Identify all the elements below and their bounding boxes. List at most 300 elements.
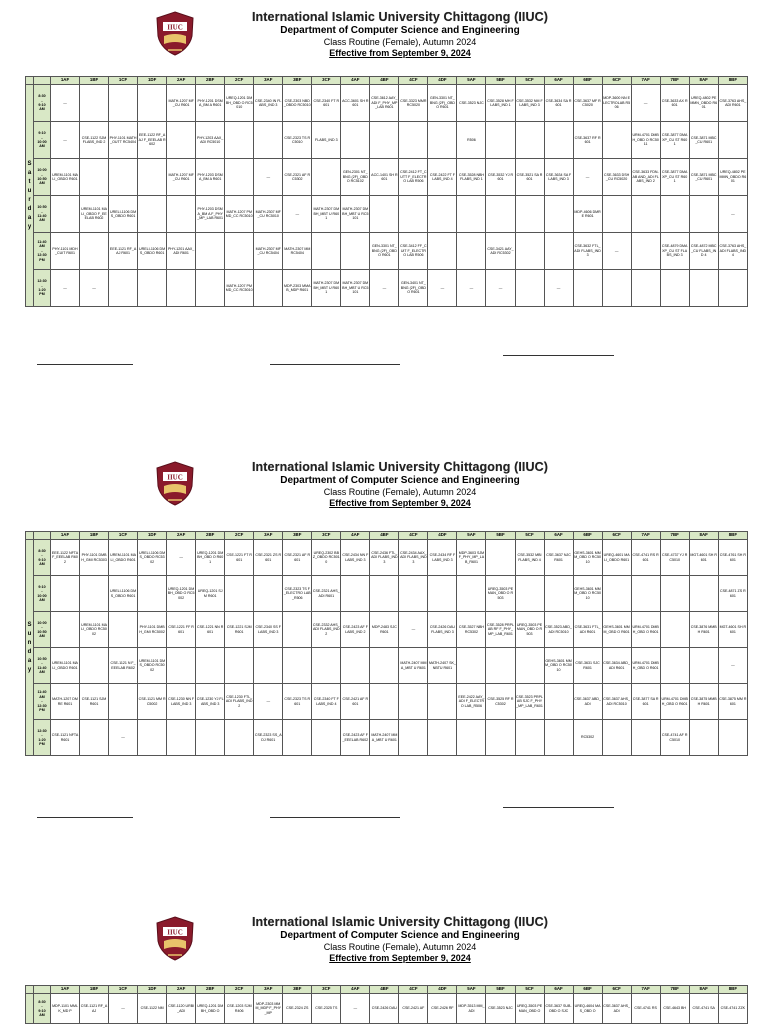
routine-cell: PHY-1101 MATH_OUTT RC5404 <box>109 122 138 159</box>
routine-title: Class Routine (Female), Autumn 2024 <box>323 942 477 952</box>
section-header: 4CF <box>399 532 428 540</box>
routine-cell: CSE-1121 N F_EEELAB R602 <box>109 648 138 684</box>
routine-cell <box>51 612 80 648</box>
routine-cell <box>486 196 515 233</box>
routine-cell: CSE-2426 DAU FLABS_IND 3 <box>428 612 457 648</box>
section-header: 8BF <box>718 986 747 994</box>
table-row <box>26 270 748 307</box>
routine-cell: URELI-1106 DMS_OBDO R601 <box>109 576 138 612</box>
routine-cell: CSE-3877 SA R601 <box>631 684 660 720</box>
section-header: 3AF <box>254 532 283 540</box>
routine-cell: CSE-2434 RF FLABS_IND 3 <box>428 540 457 576</box>
routine-cell <box>602 576 631 612</box>
section-header: 3CF <box>312 532 341 540</box>
table-row <box>26 684 748 720</box>
routine-cell: CSE-4737 YJ RC5010 <box>660 540 689 576</box>
routine-cell: PHY-1203 DSMA_BM A F_PHY_MP_LAB R601 <box>196 196 225 233</box>
routine-cell: UREQ-3503 PEMAN_OBD O R503 <box>515 612 544 648</box>
section-header: 2BF <box>196 986 225 994</box>
routine-cell: CSE-2325 TS <box>312 994 341 1024</box>
routine-cell: MATH-2307 DMBH_MBT U RC5101 <box>341 270 370 307</box>
routine-cell <box>428 196 457 233</box>
routine-cell <box>109 684 138 720</box>
routine-cell <box>80 720 109 756</box>
routine-cell: CSE-2421 AF <box>399 994 428 1024</box>
routine-cell <box>167 196 196 233</box>
page-header <box>0 0 768 70</box>
routine-cell: CSE-3528 NBH FLABS_IND 1 <box>457 159 486 196</box>
routine-cell: MATH-1207 MF_CU R601 <box>167 85 196 122</box>
routine-cell: CSE-3525 RF RC5302 <box>486 684 515 720</box>
routine-cell <box>312 720 341 756</box>
routine-cell: CSE-3634 SA FLABS_IND 3 <box>544 159 573 196</box>
routine-cell: CSE-1203 SJM R406 <box>225 994 254 1024</box>
routine-cell <box>515 270 544 307</box>
routine-cell <box>602 720 631 756</box>
routine-cell <box>138 576 167 612</box>
routine-cell <box>689 648 718 684</box>
routine-cell: UREQ-1201 DMBH_OBD O R601 <box>196 540 225 576</box>
routine-cell: CSE-3612 AAY_ADI F_PHY_MP_LAB R601 <box>370 85 399 122</box>
routine-cell <box>399 576 428 612</box>
routine-cell: UREM-1101 DMS_OBDO RC5002 <box>138 648 167 684</box>
routine-cell <box>486 720 515 756</box>
signature-line <box>270 817 400 818</box>
section-header: 2CF <box>225 77 254 85</box>
routine-cell: CSE-2426 DAU <box>370 994 399 1024</box>
effective-date: Effective from September 9, 2024 <box>329 48 471 58</box>
routine-cell: CSE-2422 FT FLABS_IND 4 <box>428 159 457 196</box>
day-label <box>26 85 34 307</box>
section-header: 3BF <box>283 532 312 540</box>
section-header: 2BF <box>196 532 225 540</box>
routine-cell: MATH-2407 MMA_MBT U R601 <box>399 648 428 684</box>
section-header: 7AF <box>631 986 660 994</box>
routine-cell: UREM-1101 MALI_OBDO RC5002 <box>80 612 109 648</box>
routine-cell: URM-4701 DMBH_OBD O R601 <box>660 684 689 720</box>
routine-cell: CSE-1230 NN FLABS_IND 3 <box>167 684 196 720</box>
table-row <box>26 159 748 196</box>
routine-cell: CSE-2340 IN FLABS_IND 3 <box>254 85 283 122</box>
routine-cell: — <box>573 159 602 196</box>
section-header: 1AF <box>51 77 80 85</box>
routine-cell: — <box>428 270 457 307</box>
university-name: International Islamic University Chittagong (IIUC) <box>251 915 548 929</box>
routine-cell: CSE-2323 TS F_ELECTRO LAB_R506 <box>283 576 312 612</box>
routine-cell: UREQ-4601 MALI_OBDO R601 <box>602 540 631 576</box>
routine-cell <box>631 196 660 233</box>
routine-cell: CSE-2321 ZS R601 <box>254 540 283 576</box>
routine-cell: CSE-2426 RF <box>428 994 457 1024</box>
routine-title: Class Routine (Female), Autumn 2024 <box>323 487 477 497</box>
time-slot: 10:00 - 10:50 AM <box>34 159 51 196</box>
section-header: 8AF <box>689 532 718 540</box>
section-header: 6CF <box>602 77 631 85</box>
table-header-row <box>26 986 748 994</box>
section-header: 6AF <box>544 77 573 85</box>
routine-cell: — <box>718 648 747 684</box>
routine-cell <box>457 233 486 270</box>
routine-cell: CSE-1221 FT R601 <box>225 540 254 576</box>
routine-cell: CSE-2321 AF R601 <box>283 540 312 576</box>
routine-cell: CSE-3634 SA R601 <box>544 85 573 122</box>
routine-cell <box>718 122 747 159</box>
routine-cell <box>660 270 689 307</box>
routine-cell <box>660 612 689 648</box>
routine-cell: CSE-1221 NN R601 <box>196 612 225 648</box>
routine-cell: CSE-3532 YJ R601 <box>486 159 515 196</box>
routine-cell: CSE-4879 DMAXP_CU ST FLABS_IND 3 <box>660 233 689 270</box>
section-header: 4BF <box>370 986 399 994</box>
page-header <box>0 905 768 975</box>
routine-cell <box>602 122 631 159</box>
routine-cell <box>80 159 109 196</box>
routine-cell: CSE-2434 NN FLABS_IND 3 <box>341 540 370 576</box>
routine-cell: PHY-1201 AAX_ADI R601 <box>167 233 196 270</box>
corner-cell <box>26 77 34 85</box>
routine-cell <box>196 233 225 270</box>
section-header: 1BF <box>80 986 109 994</box>
signature-line <box>37 364 133 365</box>
routine-cell <box>370 122 399 159</box>
routine-cell: CSE-3633 AX R601 <box>660 85 689 122</box>
routine-cell: — <box>631 85 660 122</box>
routine-cell <box>51 196 80 233</box>
section-header: 1DF <box>138 532 167 540</box>
routine-cell: UREM-1101 MALI_OBDO R601 <box>51 159 80 196</box>
routine-cell: CSE-3637 AHS_ADI <box>602 994 631 1024</box>
routine-cell: UREQ-1201 DMBH_OBD O RC5002 <box>167 576 196 612</box>
day-letter: a <box>27 657 32 664</box>
routine-cell: CSE-1121 SJM R601 <box>80 684 109 720</box>
iiuc-logo-icon <box>154 460 196 506</box>
time-slot: 11:40 AM - 12:30 PM <box>34 684 51 720</box>
routine-cell <box>138 196 167 233</box>
time-slot: 11:40 AM - 12:30 PM <box>34 233 51 270</box>
day-letter: t <box>28 178 31 185</box>
routine-cell: CSE-2323 TS RC5010 <box>283 122 312 159</box>
routine-cell <box>167 720 196 756</box>
section-header: 2CF <box>225 986 254 994</box>
routine-cell: CSE-2412 FT_CUTT F_ELECTRO LAB R506 <box>399 159 428 196</box>
routine-cell: CSE-4761 SH R601 <box>718 540 747 576</box>
routine-cell: CSE-3528 PRPLAB RF F_PHY_MP_LAB_R601 <box>486 612 515 648</box>
routine-cell: MATH-2307 DMBH_MBT U RC5101 <box>341 196 370 233</box>
routine-cell: CSE-2303 NBD_OBDO RC5010 <box>283 85 312 122</box>
signature-line <box>503 807 614 808</box>
day-letter: y <box>27 223 32 230</box>
table-row <box>26 85 748 122</box>
routine-cell <box>486 540 515 576</box>
routine-cell: GEHS-3601 MMM_OBD O R601 <box>602 612 631 648</box>
routine-cell: CSE-3633 FDN-AB AND_ADI FLABS_IND 2 <box>631 159 660 196</box>
routine-cell: R506 <box>457 122 486 159</box>
routine-cell: UREQ-4604 MAS_OBD O <box>573 994 602 1024</box>
routine-cell <box>428 233 457 270</box>
section-header: 1CF <box>109 986 138 994</box>
routine-cell: CSE-3523 NJC <box>457 85 486 122</box>
routine-cell: CSE-1121 NFTA R601 <box>51 720 80 756</box>
section-header: 3BF <box>283 986 312 994</box>
routine-title: Class Routine (Female), Autumn 2024 <box>323 37 477 47</box>
routine-cell: CSE-2321 AF RC5302 <box>283 159 312 196</box>
routine-cell: GEN-3401 NT_BNG (2F)_OBDO R601 <box>399 270 428 307</box>
routine-cell <box>457 576 486 612</box>
routine-cell <box>196 270 225 307</box>
routine-cell: MDP-4606 DMRE R601 <box>573 196 602 233</box>
routine-cell <box>341 648 370 684</box>
routine-cell <box>312 159 341 196</box>
routine-cell <box>370 684 399 720</box>
section-header: 5AF <box>457 986 486 994</box>
svg-text:IIUC: IIUC <box>167 473 183 482</box>
corner-cell <box>26 532 34 540</box>
routine-cell: MDP-3600 NN ELECTROLAB R506 <box>602 85 631 122</box>
page-header <box>0 450 768 520</box>
routine-cell <box>80 85 109 122</box>
day-letter: S <box>27 160 32 167</box>
routine-cell: CSE-3523 PRPLAB SJC F_PHY_MP_LAB_R601 <box>515 684 544 720</box>
routine-cell <box>341 122 370 159</box>
routine-cell: UREM-1101 MALI_OBDO F_EEELAB R602 <box>80 196 109 233</box>
routine-cell: CSE-3521 SA R601 <box>515 159 544 196</box>
day-letter: S <box>27 621 32 628</box>
routine-cell: CSE-1122 NM <box>138 994 167 1024</box>
routine-cell: CSE-3412 FF_CUIT F_ELECTRO LAB R506 <box>399 233 428 270</box>
routine-cell <box>167 648 196 684</box>
table-header-row <box>26 532 748 540</box>
section-header: 3CF <box>312 986 341 994</box>
routine-cell: UREM-1101 MALI_OBDO R601 <box>109 540 138 576</box>
routine-cell: CSE-4741 ZZK <box>718 994 747 1024</box>
routine-cell: MATH-2407 MMA_MBT U R601 <box>370 720 399 756</box>
routine-cell: CSE-3527 NBH RC5302 <box>457 612 486 648</box>
routine-cell: UREQ-3503 PEMAN_OBD O R503 <box>486 576 515 612</box>
routine-cell: — <box>254 684 283 720</box>
routine-cell <box>225 122 254 159</box>
routine-cell: CSE-3631 FTL_ADI R601 <box>573 612 602 648</box>
section-header: 4BF <box>370 532 399 540</box>
routine-cell <box>370 196 399 233</box>
routine-cell: CSE-1230 YJ FLABS_IND 3 <box>196 684 225 720</box>
routine-cell <box>80 576 109 612</box>
routine-cell <box>515 576 544 612</box>
routine-cell <box>660 648 689 684</box>
table-row <box>26 233 748 270</box>
section-header: 5CF <box>515 532 544 540</box>
routine-cell <box>515 648 544 684</box>
iiuc-logo-icon <box>154 915 196 961</box>
routine-cell: EEE-1122 NFTA F_EEELAB R602 <box>51 540 80 576</box>
routine-cell: CSE-2340 FT FLABS_IND 4 <box>312 684 341 720</box>
routine-cell: CSE-4741 RS <box>631 994 660 1024</box>
routine-cell: EEE-2422 AAY_ADI F_ELECTRO LAB_R506 <box>457 684 486 720</box>
routine-cell: CSE-3631 SJC R601 <box>573 648 602 684</box>
routine-cell: GEHS-3601 MMM_OBD O RC5010 <box>573 540 602 576</box>
table-row <box>26 122 748 159</box>
routine-cell: CSE-4872 MBC_CU FLABS_IND 4 <box>689 233 718 270</box>
routine-cell: MATH-1207 MF_CU R601 <box>167 159 196 196</box>
routine-cell: PHY-1101 DMBH_GMI RC5303 <box>80 540 109 576</box>
routine-cell <box>631 720 660 756</box>
routine-cell <box>718 720 747 756</box>
routine-cell: URM-4701 DMBH_OBD O R601 <box>631 648 660 684</box>
routine-cell: CSE-3637 RF R601 <box>573 122 602 159</box>
routine-cell <box>544 233 573 270</box>
time-slot: 8:30 - 9:10 AM <box>34 85 51 122</box>
routine-cell <box>515 122 544 159</box>
routine-cell: UREQ-4802 PEMMN_OBDO R601 <box>689 85 718 122</box>
routine-cell: MDP-2303 MMM_MDP F_PHY_MP <box>254 994 283 1024</box>
day-letter: r <box>28 196 31 203</box>
section-header: 3AF <box>254 77 283 85</box>
routine-cell: — <box>51 122 80 159</box>
day-label <box>26 540 34 756</box>
section-header: 6AF <box>544 986 573 994</box>
section-header: 5BF <box>486 986 515 994</box>
svg-text:IIUC: IIUC <box>167 928 183 937</box>
routine-cell: CSE-2434 AAX_ADI FLABS_IND 3 <box>399 540 428 576</box>
university-name: International Islamic University Chittagong (IIUC) <box>251 460 548 474</box>
routine-cell: CSE-1121 RF_AAJ <box>80 994 109 1024</box>
routine-cell <box>225 159 254 196</box>
routine-cell <box>312 648 341 684</box>
routine-cell: UREQ-2302 BBZ_OBDO RC5010 <box>312 540 341 576</box>
routine-cell: CSE-2423 AF F_EEELAB R602 <box>341 720 370 756</box>
routine-cell <box>225 648 254 684</box>
section-header: 8AF <box>689 77 718 85</box>
routine-cell: — <box>486 270 515 307</box>
routine-cell: — <box>80 270 109 307</box>
section-header: 6CF <box>602 986 631 994</box>
section-header: 1BF <box>80 77 109 85</box>
routine-cell: MATH-2307 MF_CU RC5404 <box>254 233 283 270</box>
routine-cell <box>428 684 457 720</box>
routine-cell: CSE-1221 FF R601 <box>167 612 196 648</box>
routine-cell: CSE-4871 ZS R601 <box>718 576 747 612</box>
routine-cell: MDP-3603 SJM F_PHY_MP_LAB_R601 <box>457 540 486 576</box>
routine-cell: URELI-1106 DMS_OBDO R601 <box>109 196 138 233</box>
section-header: 2CF <box>225 532 254 540</box>
time-slot: 10:00 - 10:50 AM <box>34 612 51 648</box>
section-header: 4CF <box>399 77 428 85</box>
routine-table-partial <box>25 985 748 1024</box>
table-row <box>26 648 748 684</box>
routine-cell <box>631 576 660 612</box>
routine-cell <box>80 648 109 684</box>
section-header: 2BF <box>196 77 225 85</box>
routine-cell: CSE-2332 AHS_ADI FLABS_IND 2 <box>312 612 341 648</box>
routine-cell <box>225 720 254 756</box>
routine-cell <box>312 233 341 270</box>
time-slot: 8:30 - 9:10 AM <box>34 994 51 1024</box>
routine-cell: CSE-3875 MM R601 <box>718 684 747 720</box>
routine-cell: MGT-4601 SH R601 <box>689 540 718 576</box>
section-header: 6CF <box>602 532 631 540</box>
routine-cell <box>544 122 573 159</box>
routine-cell: UREQ-4802 PEMMN_OBDO R601 <box>718 159 747 196</box>
routine-cell <box>196 648 225 684</box>
routine-cell: — <box>283 196 312 233</box>
routine-cell <box>428 576 457 612</box>
routine-cell: MATH-1207 PMMD_CC RC5010 <box>225 270 254 307</box>
routine-cell: CSE-1221 SJM R601 <box>225 612 254 648</box>
routine-cell <box>602 196 631 233</box>
section-header: 4AF <box>341 532 370 540</box>
routine-cell <box>718 270 747 307</box>
section-header: 6BF <box>573 532 602 540</box>
routine-cell <box>283 648 312 684</box>
routine-cell <box>457 720 486 756</box>
routine-cell: — <box>602 233 631 270</box>
routine-cell: CSE-3632 FTL_ADI FLABS_IND 3 <box>573 233 602 270</box>
routine-cell <box>631 233 660 270</box>
section-header: 4DF <box>428 986 457 994</box>
routine-cell <box>399 122 428 159</box>
routine-cell <box>138 270 167 307</box>
routine-cell <box>631 270 660 307</box>
routine-cell <box>109 85 138 122</box>
section-header: 6AF <box>544 532 573 540</box>
routine-cell <box>689 576 718 612</box>
routine-cell: ACC-1401 SH R601 <box>370 159 399 196</box>
routine-cell: CSE-3634 ABD_ADI R601 <box>602 648 631 684</box>
routine-cell: UREQ-1201 DMBH_OBD O RC5010 <box>225 85 254 122</box>
routine-cell <box>544 684 573 720</box>
routine-cell: — <box>457 270 486 307</box>
routine-cell: CSE-2321 AHS_ADI R601 <box>312 576 341 612</box>
day-label <box>26 994 34 1024</box>
day-letter: u <box>27 630 32 637</box>
routine-cell: MATH-2307 DMBH_MBT U R601 <box>312 270 341 307</box>
routine-cell <box>689 196 718 233</box>
routine-cell: GEHS-3601 MMM_OBD O RC5010 <box>573 576 602 612</box>
time-slot: 10:50 - 11:40 AM <box>34 196 51 233</box>
routine-cell: RC5302 <box>573 720 602 756</box>
routine-cell: CSE-2323 TS R601 <box>283 684 312 720</box>
routine-cell: CSE-3323 MMR RC5020 <box>399 85 428 122</box>
routine-cell <box>573 270 602 307</box>
routine-cell <box>51 576 80 612</box>
routine-page-sunday <box>0 450 768 880</box>
routine-cell <box>457 196 486 233</box>
routine-cell <box>138 85 167 122</box>
routine-cell: PHY-1203 AAX_ADI RC5010 <box>196 122 225 159</box>
routine-cell: MGT-4601 SH R601 <box>718 612 747 648</box>
routine-cell: MDP-1101 MMLK_MD P <box>51 994 80 1024</box>
routine-cell: — <box>399 612 428 648</box>
section-header: 1DF <box>138 986 167 994</box>
table-header-row <box>26 77 748 85</box>
time-slot: 10:50 - 11:40 AM <box>34 648 51 684</box>
routine-cell: MDP-2483 SJC R601 <box>370 612 399 648</box>
time-slot: 12:30 - 1:20 PM <box>34 720 51 756</box>
section-header: 8AF <box>689 986 718 994</box>
time-slot: 9:10 - 10:00 AM <box>34 122 51 159</box>
routine-cell: CSE-3637 NJC R601 <box>544 540 573 576</box>
university-name: International Islamic University Chittagong (IIUC) <box>251 10 548 24</box>
routine-cell: CSE-3877 DMAXP_CU ST R601 <box>660 159 689 196</box>
day-letter: d <box>27 205 32 212</box>
routine-cell: — <box>167 540 196 576</box>
table-row <box>26 540 748 576</box>
routine-cell <box>544 576 573 612</box>
routine-table-sunday <box>25 531 748 756</box>
section-header: 2AF <box>167 986 196 994</box>
routine-cell <box>109 159 138 196</box>
routine-cell: CSE-3637 MF RC5020 <box>573 85 602 122</box>
routine-cell: CSE-2323 SS_ADJ R601 <box>254 720 283 756</box>
